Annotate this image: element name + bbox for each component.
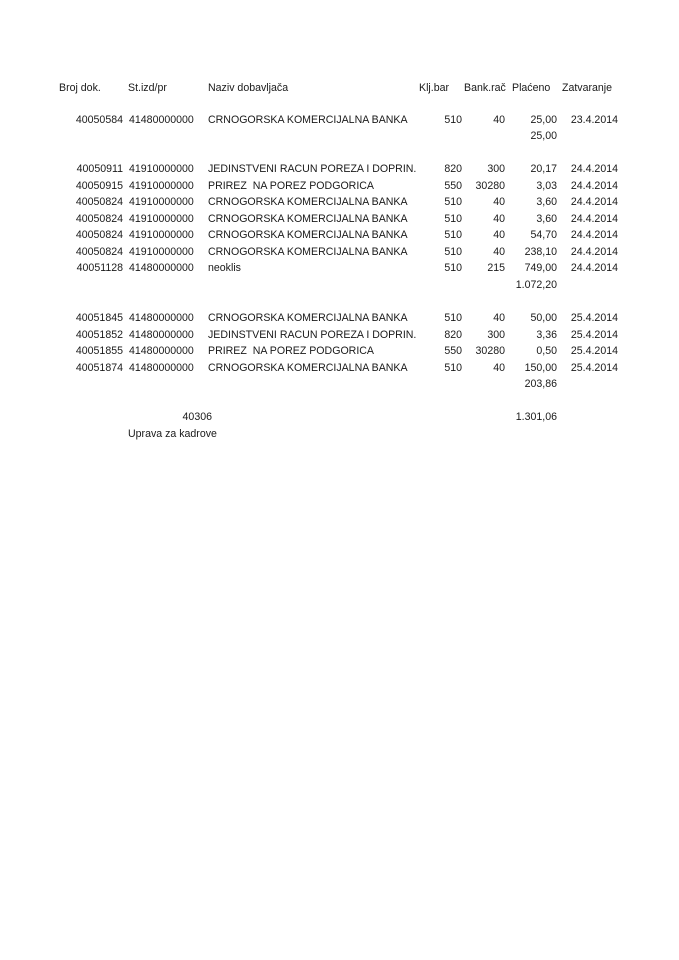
footer-label-row <box>0 427 679 442</box>
cell-klj-bar: 510 <box>444 362 462 374</box>
header-placeno: Plaćeno <box>512 82 551 94</box>
cell-st-izd-pr: 41480000000 <box>129 262 194 274</box>
cell-klj-bar: 510 <box>444 114 462 126</box>
cell-klj-bar: 510 <box>444 229 462 241</box>
cell-broj-dok: 40051874 <box>75 362 123 374</box>
cell-naziv: CRNOGORSKA KOMERCIJALNA BANKA <box>208 246 408 258</box>
organization-code: 40306 <box>182 411 212 423</box>
cell-klj-bar: 510 <box>444 312 462 324</box>
cell-naziv: CRNOGORSKA KOMERCIJALNA BANKA <box>208 362 408 374</box>
cell-broj-dok: 40050584 <box>75 114 123 126</box>
cell-placeno: 25,00 <box>530 114 557 126</box>
table-row <box>0 245 679 260</box>
subtotal-row <box>0 278 679 293</box>
cell-naziv: PRIREZ NA POREZ PODGORICA <box>208 345 374 357</box>
header-klj-bar: Klj.bar <box>419 82 450 94</box>
cell-bank-rac: 40 <box>493 196 505 208</box>
cell-bank-rac: 40 <box>493 312 505 324</box>
cell-klj-bar: 510 <box>444 213 462 225</box>
cell-broj-dok: 40050824 <box>75 213 123 225</box>
cell-zatvaranje: 24.4.2014 <box>570 246 618 258</box>
cell-naziv: JEDINSTVENI RACUN POREZA I DOPRIN. <box>208 163 417 175</box>
cell-klj-bar: 550 <box>444 180 462 192</box>
table-row <box>0 162 679 177</box>
cell-zatvaranje: 25.4.2014 <box>570 362 618 374</box>
cell-st-izd-pr: 41910000000 <box>129 180 194 192</box>
cell-bank-rac: 30280 <box>475 180 505 192</box>
cell-naziv: CRNOGORSKA KOMERCIJALNA BANKA <box>208 312 408 324</box>
cell-bank-rac: 215 <box>487 262 505 274</box>
subtotal-value: 203,86 <box>524 378 557 390</box>
cell-placeno: 0,50 <box>536 345 557 357</box>
cell-klj-bar: 510 <box>444 196 462 208</box>
header-broj-dok: Broj dok. <box>59 82 101 94</box>
cell-naziv: CRNOGORSKA KOMERCIJALNA BANKA <box>208 196 408 208</box>
cell-klj-bar: 820 <box>444 163 462 175</box>
cell-bank-rac: 40 <box>493 362 505 374</box>
cell-bank-rac: 40 <box>493 114 505 126</box>
cell-klj-bar: 550 <box>444 345 462 357</box>
table-row <box>0 212 679 227</box>
cell-broj-dok: 40051128 <box>76 262 123 274</box>
table-row <box>0 344 679 359</box>
cell-klj-bar: 510 <box>444 246 462 258</box>
table-header <box>0 81 679 96</box>
cell-zatvaranje: 24.4.2014 <box>570 213 618 225</box>
cell-zatvaranje: 23.4.2014 <box>570 114 618 126</box>
cell-broj-dok: 40051845 <box>75 312 123 324</box>
cell-broj-dok: 40051852 <box>75 329 123 341</box>
cell-naziv: CRNOGORSKA KOMERCIJALNA BANKA <box>208 213 408 225</box>
cell-bank-rac: 300 <box>487 163 505 175</box>
cell-st-izd-pr: 41910000000 <box>129 246 194 258</box>
cell-placeno: 3,60 <box>536 213 557 225</box>
header-bank-rac: Bank.rač <box>464 82 506 94</box>
cell-st-izd-pr: 41910000000 <box>129 229 194 241</box>
cell-placeno: 3,60 <box>536 196 557 208</box>
cell-broj-dok: 40050824 <box>75 196 123 208</box>
cell-bank-rac: 40 <box>493 213 505 225</box>
cell-zatvaranje: 25.4.2014 <box>570 312 618 324</box>
header-zatvaranje: Zatvaranje <box>562 82 613 94</box>
cell-st-izd-pr: 41480000000 <box>129 345 194 357</box>
subtotal-row <box>0 377 679 392</box>
cell-naziv: CRNOGORSKA KOMERCIJALNA BANKA <box>208 229 408 241</box>
cell-st-izd-pr: 41910000000 <box>129 213 194 225</box>
cell-bank-rac: 30280 <box>475 345 505 357</box>
cell-klj-bar: 510 <box>444 262 462 274</box>
table-row <box>0 328 679 343</box>
organization-name: Uprava za kadrove <box>128 428 217 440</box>
cell-naziv: CRNOGORSKA KOMERCIJALNA BANKA <box>208 114 408 126</box>
cell-bank-rac: 40 <box>493 229 505 241</box>
cell-klj-bar: 820 <box>444 329 462 341</box>
cell-placeno: 150,00 <box>524 362 557 374</box>
table-row <box>0 261 679 276</box>
cell-st-izd-pr: 41480000000 <box>129 329 194 341</box>
cell-placeno: 3,36 <box>536 329 557 341</box>
subtotal-value: 25,00 <box>530 130 557 142</box>
cell-placeno: 238,10 <box>524 246 557 258</box>
cell-broj-dok: 40050824 <box>75 229 123 241</box>
cell-broj-dok: 40051855 <box>75 345 123 357</box>
cell-zatvaranje: 24.4.2014 <box>570 163 618 175</box>
cell-placeno: 3,03 <box>536 180 557 192</box>
cell-naziv: JEDINSTVENI RACUN POREZA I DOPRIN. <box>208 329 417 341</box>
cell-placeno: 50,00 <box>530 312 557 324</box>
subtotal-value: 1.072,20 <box>515 279 557 291</box>
cell-st-izd-pr: 41480000000 <box>129 362 194 374</box>
cell-zatvaranje: 25.4.2014 <box>570 345 618 357</box>
cell-st-izd-pr: 41480000000 <box>129 312 194 324</box>
cell-bank-rac: 40 <box>493 246 505 258</box>
table-row <box>0 113 679 128</box>
cell-zatvaranje: 25.4.2014 <box>570 329 618 341</box>
cell-zatvaranje: 24.4.2014 <box>570 262 618 274</box>
table-row <box>0 195 679 210</box>
cell-broj-dok: 40050915 <box>75 180 123 192</box>
header-st-izd-pr: St.izd/pr <box>128 82 167 94</box>
subtotal-row <box>0 129 679 144</box>
table-row <box>0 361 679 376</box>
footer-total-row <box>0 410 679 425</box>
cell-st-izd-pr: 41910000000 <box>129 163 194 175</box>
table-row <box>0 228 679 243</box>
table-row <box>0 179 679 194</box>
cell-broj-dok: 40050824 <box>75 246 123 258</box>
cell-st-izd-pr: 41480000000 <box>129 114 194 126</box>
cell-naziv: PRIREZ NA POREZ PODGORICA <box>208 180 374 192</box>
table-row <box>0 311 679 326</box>
cell-st-izd-pr: 41910000000 <box>129 196 194 208</box>
cell-naziv: neoklis <box>208 262 241 274</box>
grand-total: 1.301,06 <box>515 411 557 423</box>
cell-placeno: 20,17 <box>530 163 557 175</box>
cell-placeno: 54,70 <box>530 229 557 241</box>
cell-zatvaranje: 24.4.2014 <box>570 229 618 241</box>
header-naziv-dobavljaca: Naziv dobavljača <box>208 82 289 94</box>
cell-zatvaranje: 24.4.2014 <box>570 196 618 208</box>
cell-bank-rac: 300 <box>487 329 505 341</box>
cell-zatvaranje: 24.4.2014 <box>570 180 618 192</box>
cell-broj-dok: 40050911 <box>76 163 123 175</box>
cell-placeno: 749,00 <box>524 262 557 274</box>
